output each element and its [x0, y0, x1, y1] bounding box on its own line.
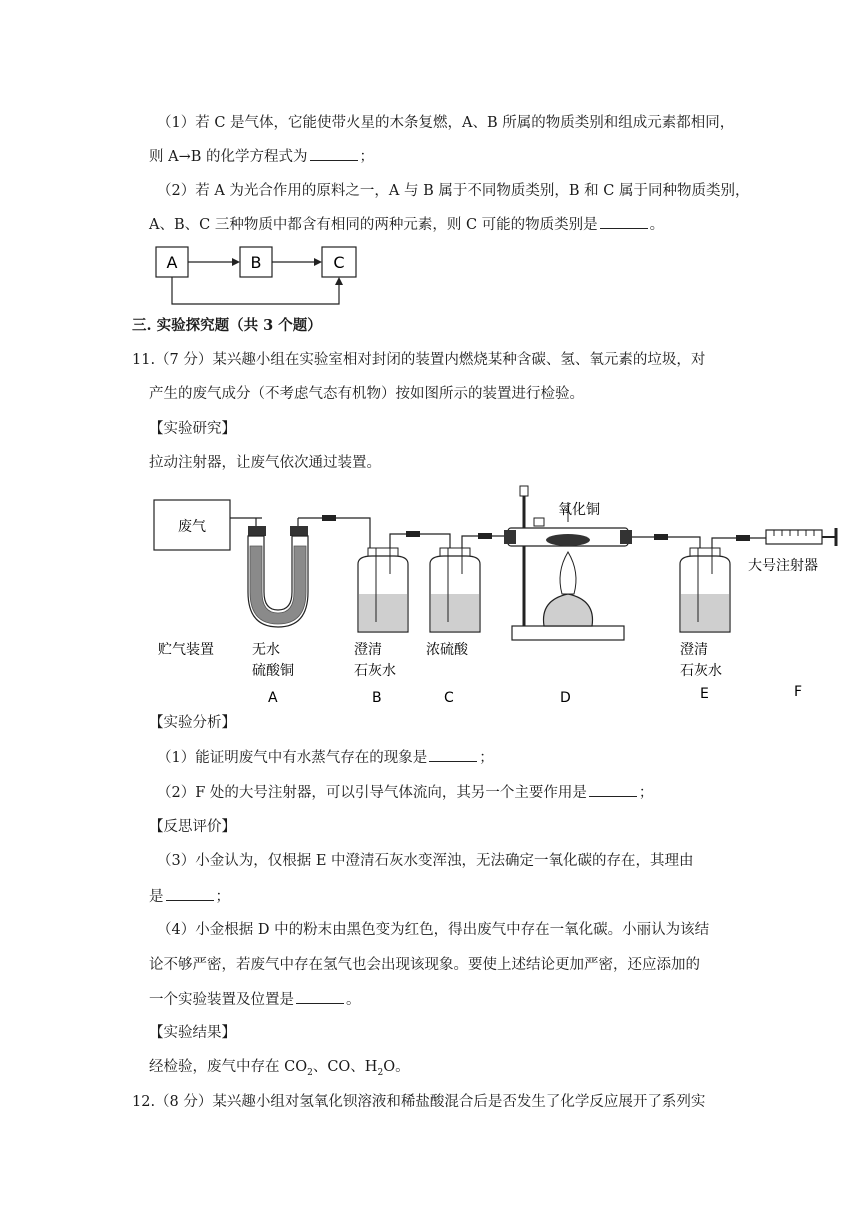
bottle-b — [358, 548, 408, 632]
result-text: O。 — [383, 1059, 410, 1075]
answer-blank[interactable] — [310, 146, 358, 161]
arrowhead-icon — [335, 277, 343, 285]
q10-part1-line1: （1）若 C 是气体，它能使带火星的木条复燃，A、B 所属的物质类别和组成元素都相同， — [157, 115, 735, 131]
answer-blank[interactable] — [166, 886, 214, 901]
label-d: D — [560, 690, 571, 706]
connector — [478, 533, 492, 539]
arrowhead-icon — [314, 258, 322, 266]
result-text: 、CO、H — [312, 1059, 378, 1075]
heading-result: 【实验结果】 — [149, 1025, 236, 1041]
box-c-label: C — [333, 253, 345, 272]
answer-blank[interactable] — [296, 989, 344, 1004]
q11-r3-line2 — [149, 886, 230, 907]
q10-part2-line1: （2）若 A 为光合作用的原料之一，A 与 B 属于不同物质类别，B 和 C 属于同种物质类别， — [157, 183, 750, 199]
q10-part1-text: 则 A→B 的化学方程式为 — [149, 149, 308, 165]
connector — [406, 531, 420, 537]
limewater-b-label-1: 澄清 — [354, 642, 382, 658]
heading-reflect: 【反思评价】 — [149, 819, 236, 835]
connector — [736, 535, 750, 541]
subscript: 2 — [377, 1067, 384, 1078]
limewater-b-label-2: 石灰水 — [354, 663, 396, 679]
answer-blank[interactable] — [600, 214, 648, 229]
anhydrous-label-1: 无水 — [252, 642, 280, 658]
storage-label: 贮气装置 — [158, 642, 214, 658]
subscript: 2 — [307, 1067, 313, 1078]
arrow-a-c — [172, 277, 339, 304]
apparatus-diagram — [140, 482, 860, 712]
bottle-e — [680, 548, 730, 632]
q11-result — [149, 1057, 410, 1083]
q11-a2-text: （2）F 处的大号注射器，可以引导气体流向，其另一个主要作用是 — [157, 785, 587, 801]
pipe — [298, 518, 370, 550]
heading-research: 【实验研究】 — [149, 421, 236, 437]
conc-acid-label: 浓硫酸 — [426, 642, 468, 658]
q10-part1-line2 — [149, 146, 374, 167]
waste-gas-label: 废气 — [178, 519, 206, 535]
label-a: A — [268, 690, 278, 706]
q11-r4-line1: （4）小金根据 D 中的粉末由黑色变为红色，得出废气中存在一氧化碳。小丽认为该结 — [157, 922, 710, 938]
cuo-label: 氧化铜 — [558, 502, 600, 518]
box-a-label: A — [166, 253, 178, 272]
q11-a1-text: （1）能证明废气中有水蒸气存在的现象是 — [157, 750, 428, 766]
punct: 。 — [346, 992, 361, 1008]
syringe-label: 大号注射器 — [748, 558, 818, 574]
box-b-label: B — [250, 253, 262, 272]
abc-flow-diagram — [150, 240, 370, 310]
section-title: 三. 实验探究题（共 3 个题） — [132, 317, 322, 334]
connector — [654, 534, 668, 540]
q11-a2 — [157, 782, 653, 803]
punct: ； — [215, 889, 230, 905]
q11-r3-line1: （3）小金认为，仅根据 E 中澄清石灰水变浑浊，无法确定一氧化碳的存在，其理由 — [157, 853, 694, 869]
q11-line1: 11.（7 分）某兴趣小组在实验室相对封闭的装置内燃烧某种含碳、氢、氧元素的垃圾，对 — [132, 352, 706, 368]
u-tube-a — [248, 518, 308, 627]
punct: ； — [359, 149, 374, 165]
connector — [322, 515, 336, 521]
bottle-c — [430, 548, 480, 632]
limewater-e-label-1: 澄清 — [680, 642, 708, 658]
q11-line2: 产生的废气成分（不考虑气态有机物）按如图所示的装置进行检验。 — [149, 386, 584, 402]
q11-r3-text: 是 — [149, 889, 164, 905]
punct: ； — [479, 750, 494, 766]
q11-r4-line3 — [149, 989, 361, 1010]
answer-blank[interactable] — [589, 782, 637, 797]
syringe-f — [766, 528, 836, 546]
research-text: 拉动注射器，让废气依次通过装置。 — [149, 455, 381, 471]
heading-analysis: 【实验分析】 — [149, 715, 236, 731]
label-b: B — [372, 690, 382, 706]
label-f: F — [794, 684, 803, 700]
q11-r4-text: 一个实验装置及位置是 — [149, 992, 294, 1008]
label-c: C — [444, 690, 454, 706]
q10-part2-line2 — [149, 214, 664, 235]
punct: 。 — [649, 217, 665, 233]
label-e: E — [700, 686, 709, 702]
q12-line1: 12.（8 分）某兴趣小组对氢氧化钡溶液和稀盐酸混合后是否发生了化学反应展开了系列实 — [132, 1094, 706, 1110]
punct: ； — [638, 785, 654, 801]
q11-a1 — [157, 747, 494, 768]
result-text: 经检验，废气中存在 CO — [149, 1059, 308, 1075]
arrowhead-icon — [232, 258, 240, 266]
limewater-e-label-2: 石灰水 — [680, 663, 722, 679]
q10-part2-text: A、B、C 三种物质中都含有相同的两种元素，则 C 可能的物质类别是 — [149, 217, 598, 233]
answer-blank[interactable] — [429, 747, 477, 762]
anhydrous-label-2: 硫酸铜 — [252, 663, 294, 679]
q11-r4-line2: 论不够严密，若废气中存在氢气也会出现该现象。要使上述结论更加严密，还应添加的 — [149, 957, 700, 973]
